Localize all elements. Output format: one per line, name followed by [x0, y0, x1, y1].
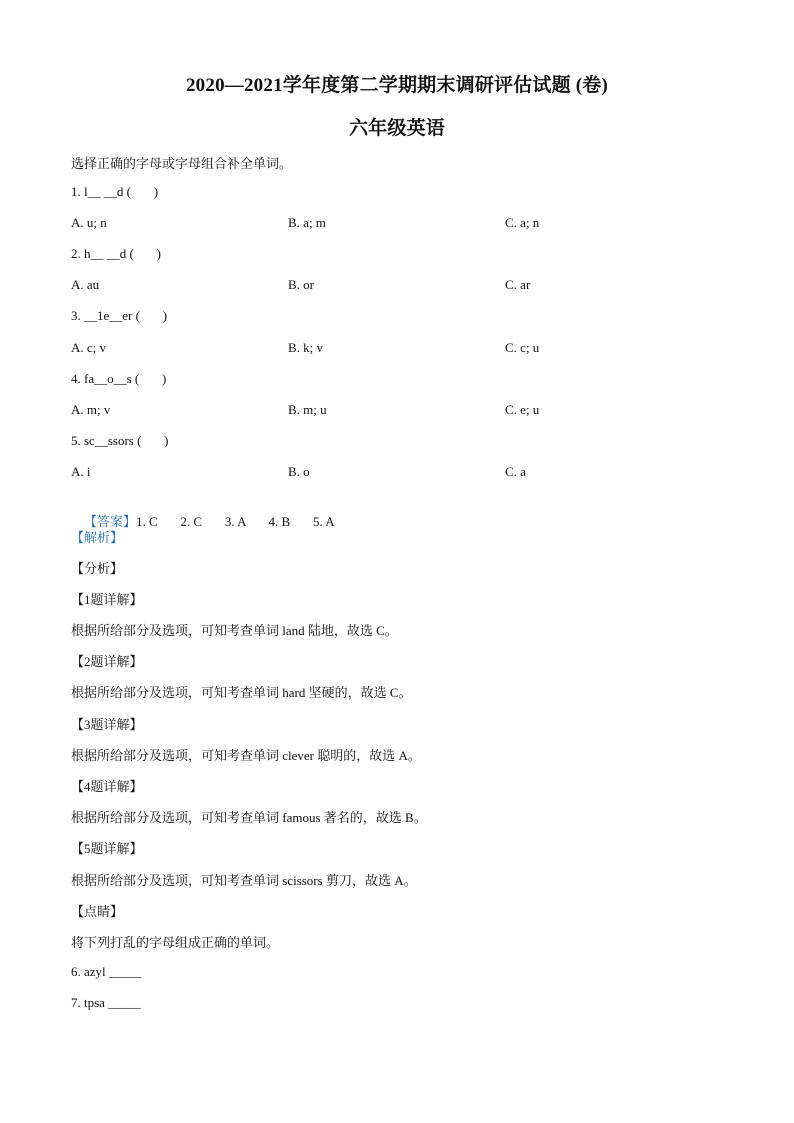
- detail-label: 【3题详解】: [71, 717, 143, 732]
- page-subtitle: 六年级英语: [348, 118, 445, 139]
- detail-text: 根据所给部分及选项，可知考查单词 hard 坚硬的，故选 C。: [71, 685, 412, 700]
- question-7: 7. tpsa _____: [71, 995, 141, 1010]
- option-c: C. c; u: [505, 340, 540, 355]
- question-6: 6. azyl _____: [71, 964, 142, 979]
- answer-values: 1. C 2. C 3. A 4. B 5. A: [136, 514, 335, 529]
- dianjing-label: 【点睛】: [71, 904, 124, 919]
- option-a: A. au: [71, 277, 100, 292]
- option-c: C. ar: [505, 277, 531, 292]
- option-c: C. a; n: [505, 215, 540, 230]
- question-stem: 5. sc__ssors ( ): [71, 433, 169, 448]
- option-a: A. u; n: [71, 215, 107, 230]
- detail-label: 【4题详解】: [71, 779, 143, 794]
- option-a: A. i: [71, 464, 91, 479]
- option-c: C. a: [505, 464, 526, 479]
- option-b: B. or: [288, 277, 314, 292]
- option-c: C. e; u: [505, 402, 540, 417]
- detail-text: 根据所给部分及选项，可知考查单词 land 陆地，故选 C。: [71, 623, 398, 638]
- option-b: B. a; m: [288, 215, 326, 230]
- option-b: B. k; v: [288, 340, 324, 355]
- question-stem: 4. fa__o__s ( ): [71, 371, 167, 386]
- detail-label: 【1题详解】: [71, 592, 143, 607]
- option-a: A. c; v: [71, 340, 107, 355]
- instruction-2: 将下列打乱的字母组成正确的单词。: [71, 935, 280, 950]
- instruction-1: 选择正确的字母或字母组合补全单词。: [71, 156, 293, 171]
- answer-label: 【答案】: [84, 514, 137, 529]
- analysis-label: 【解析】: [71, 530, 124, 545]
- fenxi-label: 【分析】: [71, 561, 124, 576]
- option-b: B. o: [288, 464, 310, 479]
- question-stem: 1. l__ __d ( ): [71, 184, 159, 199]
- detail-label: 【5题详解】: [71, 841, 143, 856]
- detail-text: 根据所给部分及选项，可知考查单词 scissors 剪刀，故选 A。: [71, 873, 417, 888]
- option-b: B. m; u: [288, 402, 327, 417]
- page-title: 2020—2021学年度第二学期期末调研评估试题 (卷): [185, 75, 608, 96]
- question-stem: 3. __1e__er ( ): [71, 308, 168, 323]
- detail-text: 根据所给部分及选项，可知考查单词 clever 聪明的，故选 A。: [71, 748, 421, 763]
- detail-label: 【2题详解】: [71, 654, 143, 669]
- question-stem: 2. h__ __d ( ): [71, 246, 161, 261]
- detail-text: 根据所给部分及选项，可知考查单词 famous 著名的，故选 B。: [71, 810, 427, 825]
- option-a: A. m; v: [71, 402, 111, 417]
